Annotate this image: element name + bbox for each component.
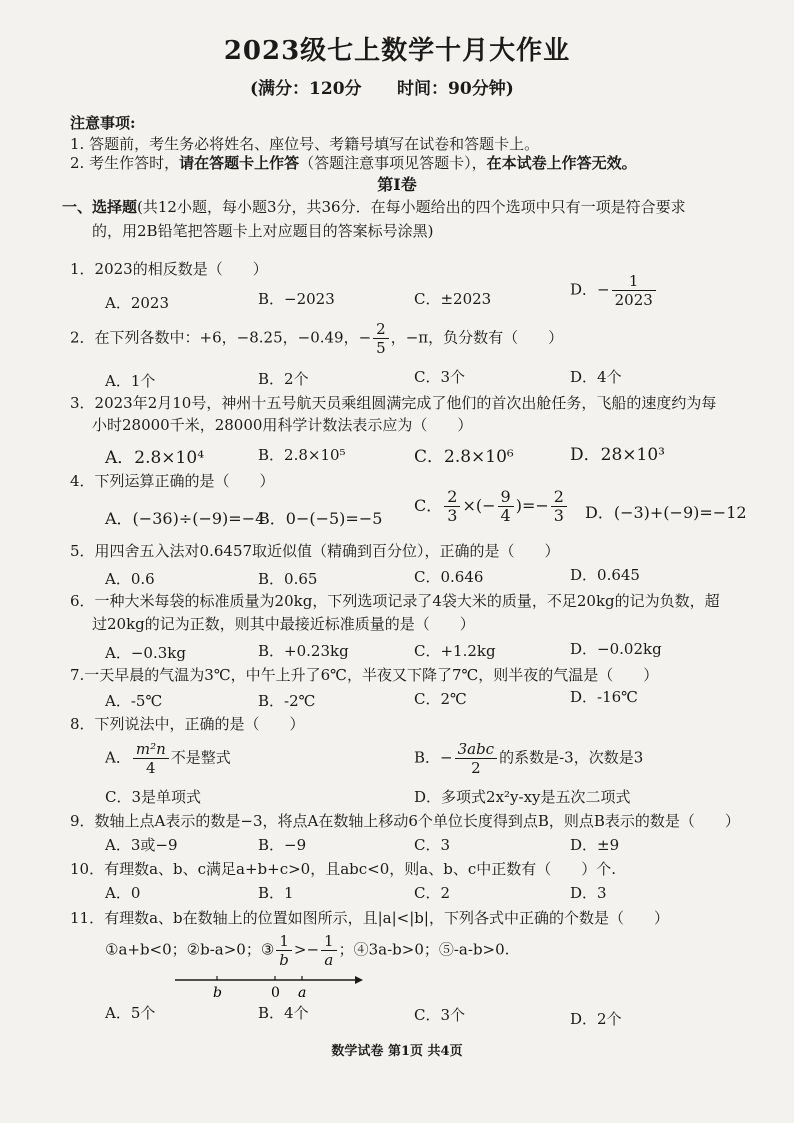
q8-option-b — [414, 740, 643, 777]
page-footer: 数学试卷 第1页 共4页 — [331, 1044, 463, 1059]
q4-option-b: B．0−(−5)=−5 — [258, 509, 383, 528]
note-2 — [70, 152, 637, 173]
q7-option-a: A．-5℃ — [105, 692, 163, 710]
exam-title: 2023级七上数学十月大作业 — [223, 36, 571, 66]
q8-a-fraction — [133, 740, 169, 777]
q1-option-a: A．2023 — [105, 294, 170, 312]
q8-option-d: D．多项式2x²y-xy是五次二项式 — [414, 788, 631, 806]
q8-a-rest: 不是整式 — [170, 748, 231, 767]
exam-subtitle — [250, 74, 514, 99]
q5-stem: 5．用四舍五入法对0.6457取近似值（精确到百分位），正确的是（ ） — [70, 542, 560, 560]
q3-option-a: A．2.8×10⁴ — [105, 448, 205, 468]
q6-line1: 6．一种大米每袋的标准质量为20kg，下列选项记录了4袋大米的质量，不足20kg的记为负数，超 — [70, 592, 720, 610]
q3-option-b: B．2.8×10⁵ — [258, 446, 346, 464]
q7-option-d: D．-16℃ — [570, 688, 638, 706]
q4-c-frac2 — [498, 488, 514, 525]
q1-option-c: C．±2023 — [414, 290, 492, 308]
q6-option-b: B．+0.23kg — [258, 642, 349, 660]
q4-c-times: × — [462, 496, 476, 515]
q6-option-a: A．−0.3kg — [105, 644, 186, 662]
q2-option-b: B．2个 — [258, 370, 309, 388]
notes-heading: 注意事项: — [70, 114, 136, 132]
part1-rest: (共12小题，每小题3分，共36分．在每小题给出的四个选项中只有一项是符合要求 — [137, 198, 686, 216]
q11-option-c: C．3个 — [414, 1006, 466, 1024]
q3-option-c: C．2.8×10⁶ — [414, 447, 514, 467]
q6-option-c: C．+1.2kg — [414, 642, 496, 660]
q7-option-b: B．-2℃ — [258, 692, 316, 710]
q8-b-rest: 的系数是-3，次数是3 — [499, 748, 644, 767]
q10-option-a: A．0 — [105, 884, 141, 902]
q4-stem: 4．下列运算正确的是（ ） — [70, 472, 275, 490]
q2-stem-b: ，−π，负分数有（ ） — [390, 328, 564, 347]
q10-stem: 10．有理数a、b、c满足a+b+c>0，且abc<0，则a、b、c中正数有（ ）个. — [70, 860, 617, 878]
q9-option-b: B．−9 — [258, 836, 307, 854]
q2-fraction — [373, 320, 389, 357]
q11-frac-2 — [321, 932, 337, 969]
q1-stem: 1．2023的相反数是（ ） — [70, 260, 268, 278]
q8-a-den: 4 — [146, 759, 156, 777]
q9-option-a: A．3或−9 — [105, 836, 178, 854]
q3-line2: 小时28000千米，28000用科学计数法表示应为（ ） — [92, 416, 473, 434]
q4-option-d: D．(−3)+(−9)=−12 — [585, 503, 747, 522]
q9-option-c: C．3 — [414, 836, 451, 854]
q5-option-c: C．0.646 — [414, 568, 484, 586]
q9-stem: 9．数轴上点A表示的数是−3，将点A在数轴上移动6个单位长度得到点B，则点B表示的数是（ ） — [70, 812, 740, 830]
q4-c-n3: 2 — [551, 488, 567, 507]
q4-c-d3: 3 — [553, 506, 564, 525]
q8-option-c: C．3是单项式 — [105, 788, 202, 806]
q2-option-d: D．4个 — [570, 368, 622, 386]
q11-cond-a: ①a+b<0；②b-a>0；③ — [105, 940, 275, 959]
q8-b-fraction — [455, 740, 498, 777]
q2-frac-den: 5 — [376, 339, 386, 357]
q8-b-label: B．− — [414, 748, 453, 767]
part1-heading — [62, 196, 686, 217]
q2-frac-num: 2 — [373, 320, 389, 339]
q11-option-b: B．4个 — [258, 1004, 309, 1022]
label-a: a — [298, 985, 307, 1001]
q2-option-a: A．1个 — [105, 372, 156, 390]
q4-option-a: A．(−36)÷(−9)=−4 — [105, 509, 266, 528]
label-0: 0 — [271, 985, 280, 1001]
q11-f2-den: a — [324, 951, 334, 969]
q6-line2: 过20kg的记为正数，则其中最接近标准质量的是（ ） — [92, 615, 475, 633]
q8-b-den: 2 — [471, 759, 481, 777]
q6-option-d: D．−0.02kg — [570, 640, 662, 658]
q5-option-a: A．0.6 — [105, 570, 155, 588]
q8-b-num: 3abc — [455, 740, 498, 759]
q5-option-d: D．0.645 — [570, 566, 640, 584]
number-line-arrow — [355, 976, 363, 984]
exam-time: 时间：90分钟) — [397, 79, 514, 99]
note-2-part-c: （答题注意事项见答题卡）， — [299, 154, 487, 172]
note-2-part-b: 请在答题卡上作答 — [179, 154, 300, 172]
q11-option-a: A．5个 — [105, 1004, 156, 1022]
q4-c-d1: 3 — [447, 506, 458, 525]
q1-d-label: D． — [570, 280, 598, 299]
q5-option-b: B．0.65 — [258, 570, 318, 588]
q10-option-b: B．1 — [258, 884, 294, 902]
label-b: b — [213, 985, 222, 1001]
q4-c-frac1 — [444, 488, 460, 525]
q4-option-c: C． $\frac{2}{3}$ ×(− $\frac{9}{4}$ )=− $\frac{2}{3}$ — [414, 488, 569, 525]
q1-d-num: 1 — [612, 272, 656, 291]
note-2-part-a: 2. 考生作答时， — [70, 154, 180, 172]
q11-gt: >− — [293, 940, 320, 959]
part1-label: 一、选择题 — [62, 198, 138, 216]
q4-c-eq: =− — [521, 496, 549, 515]
q1-option-b: B．−2023 — [258, 290, 335, 308]
q11-f1-num: 1 — [276, 932, 292, 951]
full-score: (满分：120分 — [250, 79, 362, 99]
q11-f1-den: b — [279, 951, 289, 969]
q2-stem-a: 2．在下列各数中：+6，−8.25，−0.49，− — [70, 328, 372, 347]
q8-a-label: A． — [105, 748, 131, 767]
q8-option-a — [105, 740, 231, 777]
q11-f2-num: 1 — [321, 932, 337, 951]
q9-option-d: D．±9 — [570, 836, 620, 854]
q3-line1: 3．2023年2月10号，神州十五号航天员乘组圆满完成了他们的首次出舱任务，飞船的速度约为每 — [70, 394, 717, 412]
q2-stem — [70, 320, 563, 357]
q3-option-d: D．28×10³ — [570, 445, 665, 465]
q11-cond-b: ；④3a-b>0；⑤-a-b>0. — [338, 940, 510, 959]
q11-stem: 11．有理数a、b在数轴上的位置如图所示，且|a|<|b|，下列各式中正确的个数是（ ） — [70, 909, 669, 927]
q1-d-den: 2023 — [614, 291, 653, 309]
q7-option-c: C．2℃ — [414, 690, 467, 708]
q4-c-d2: 4 — [500, 506, 511, 525]
q8-a-num: m²n — [133, 740, 169, 759]
q4-c-label: C． — [414, 496, 443, 515]
q11-frac-1 — [276, 932, 292, 969]
q7-stem: 7.一天早晨的气温为3℃，中午上升了6℃，半夜又下降了7℃，则半夜的气温是（ ） — [70, 666, 659, 684]
q11-conditions — [105, 932, 509, 969]
q4-c-n2: 9 — [498, 488, 514, 507]
part1-heading-line2: 的，用2B铅笔把答题卡上对应题目的答案标号涂黑) — [92, 222, 434, 240]
q8-stem: 8．下列说法中，正确的是（ ） — [70, 715, 305, 733]
q4-c-n1: 2 — [444, 488, 460, 507]
q1-option-d: D．− $\frac{1}{2023}$ — [570, 272, 658, 309]
q11-option-d: D．2个 — [570, 1010, 622, 1028]
note-1: 1. 答题前，考生务必将姓名、座位号、考籍号填写在试卷和答题卡上。 — [70, 135, 540, 153]
q1-d-fraction — [612, 272, 656, 309]
q10-option-c: C．2 — [414, 884, 451, 902]
section-title: 第Ⅰ卷 — [377, 175, 417, 194]
q10-option-d: D．3 — [570, 884, 607, 902]
q4-c-frac3 — [551, 488, 567, 525]
note-2-part-d: 在本试卷上作答无效。 — [486, 154, 637, 172]
q2-option-c: C．3个 — [414, 368, 466, 386]
